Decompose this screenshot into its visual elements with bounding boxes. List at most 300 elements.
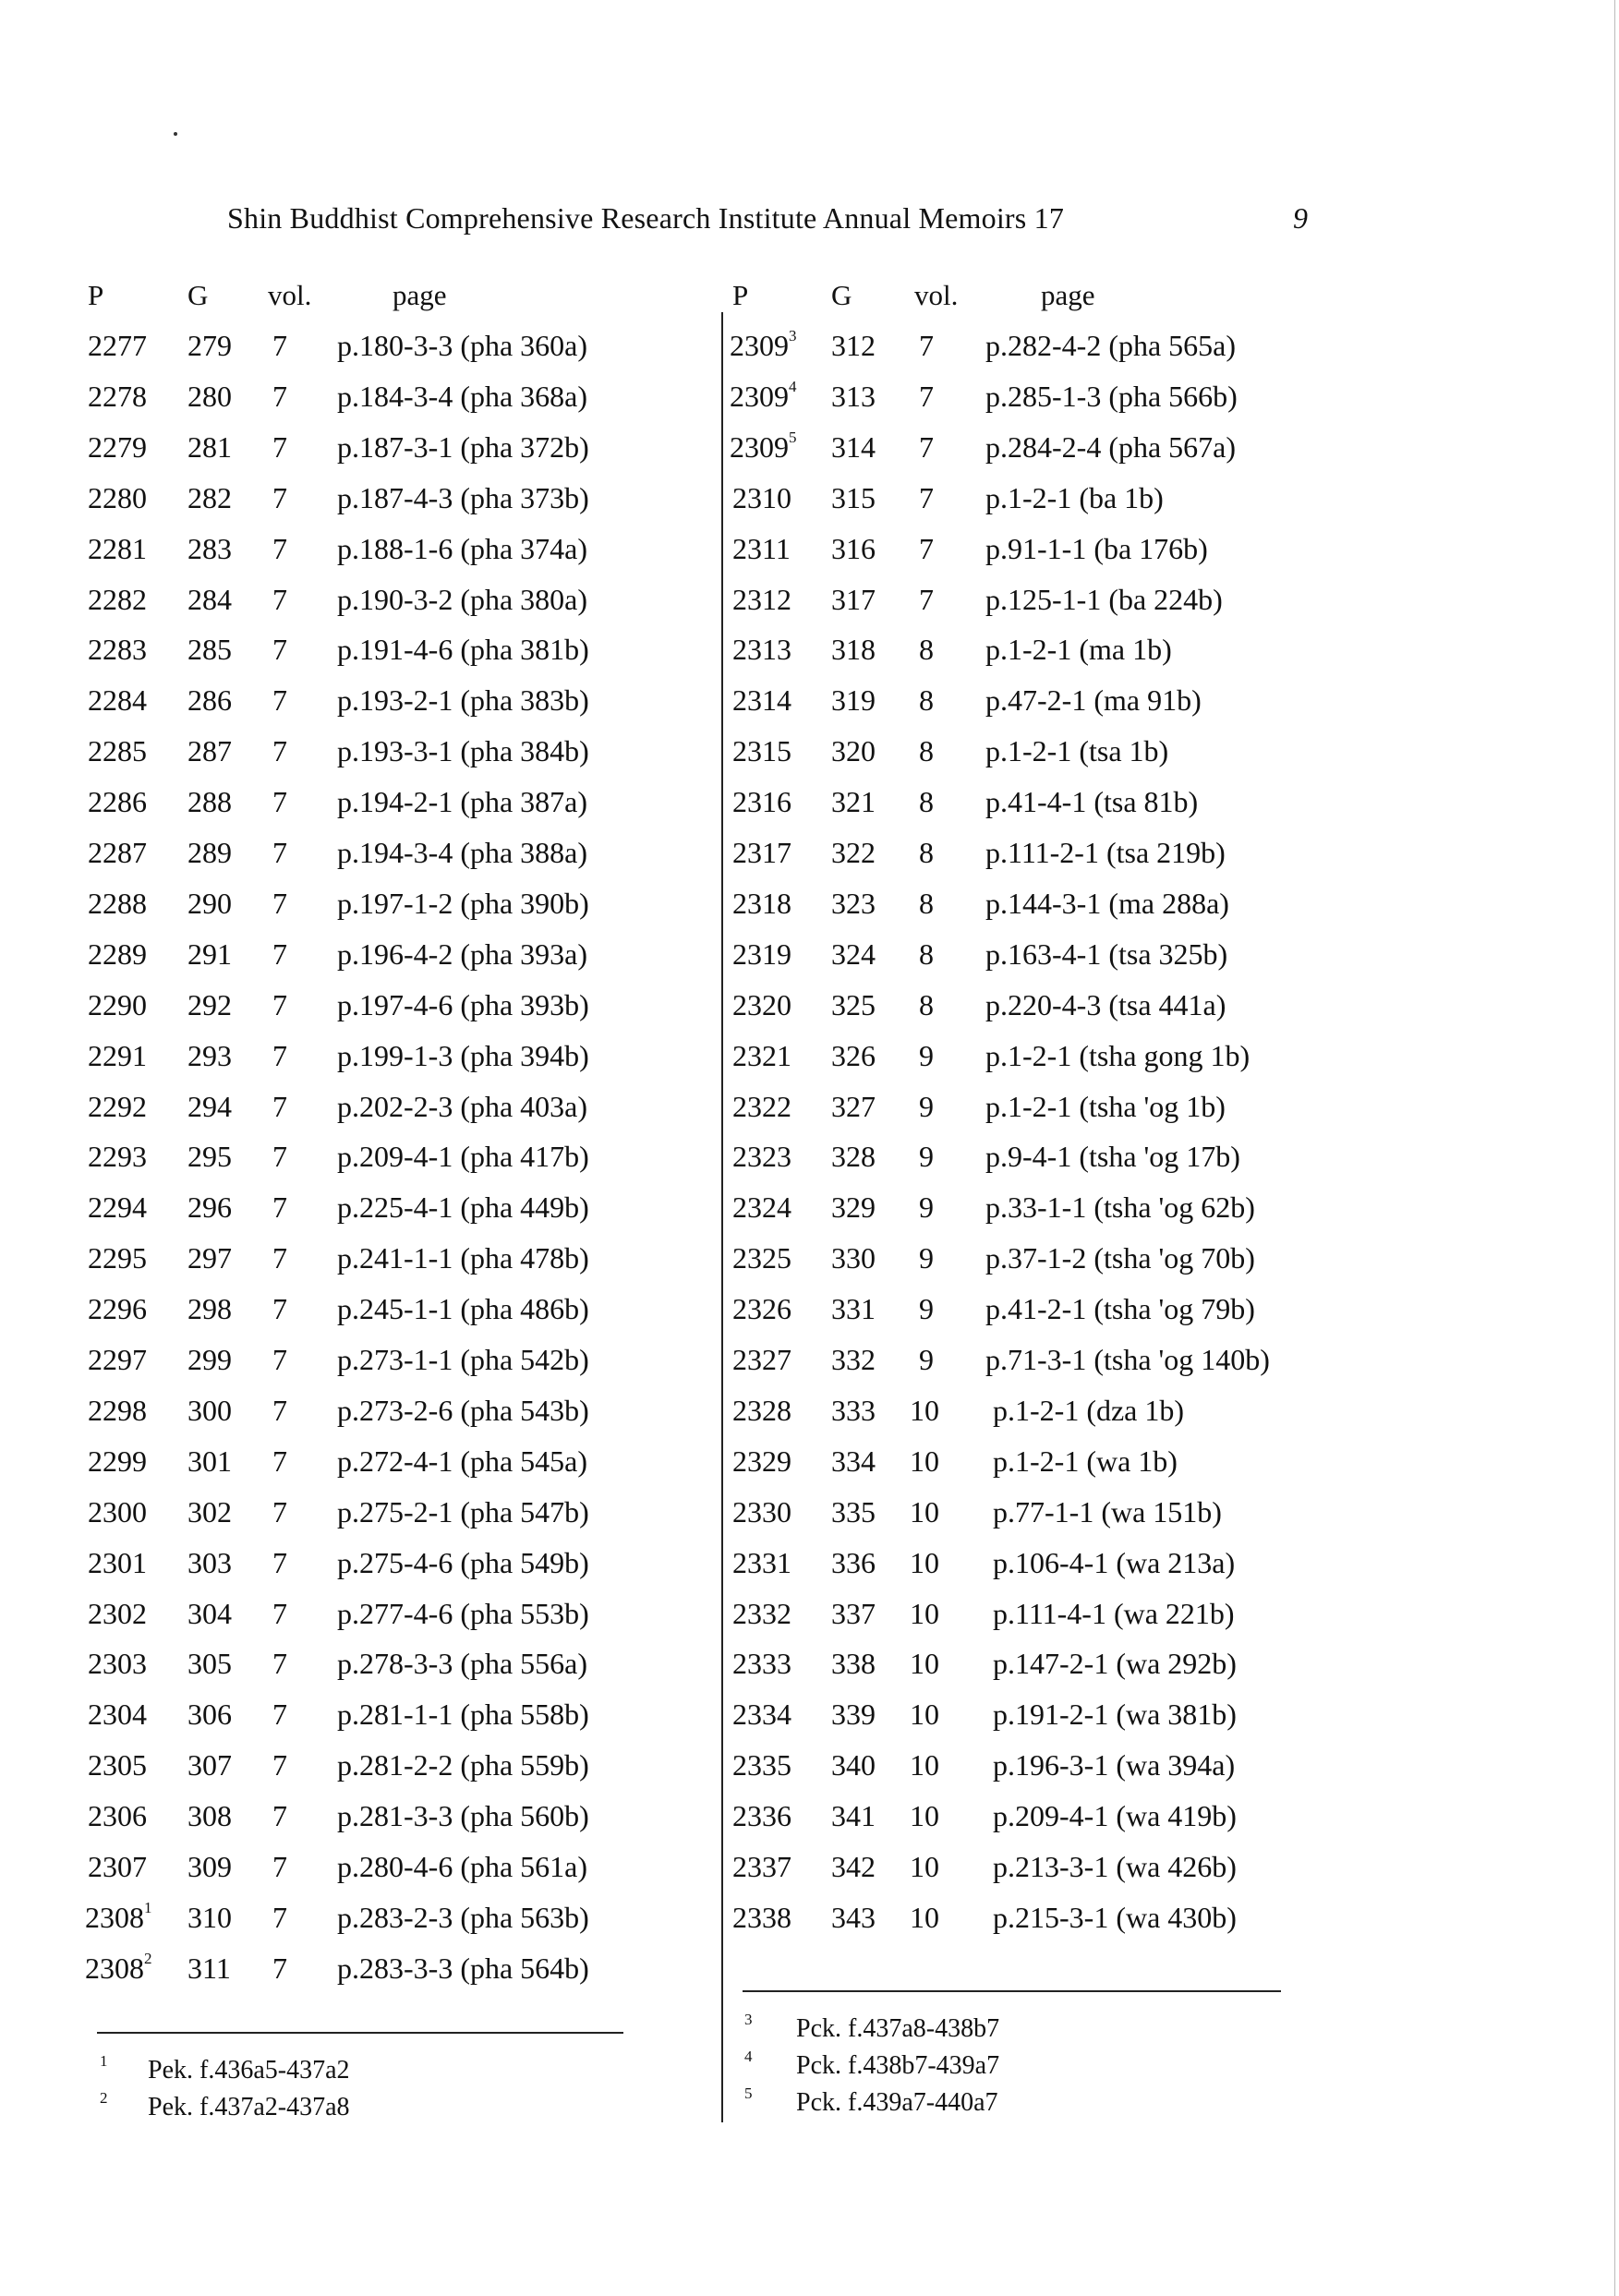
cell-g: 286 <box>187 683 232 718</box>
cell-g: 308 <box>187 1799 232 1833</box>
cell-g: 337 <box>831 1596 876 1630</box>
p-number: 2328 <box>732 1393 791 1427</box>
cell-page: p.284-2-4 (pha 567a) <box>985 429 1237 464</box>
cell-p <box>88 532 147 566</box>
cell-page: p.9-4-1 (tsha 'og 17b) <box>985 1140 1240 1174</box>
cell-g: 319 <box>831 683 876 718</box>
p-number: 2308 <box>85 1951 144 1985</box>
cell-page: p.71-3-1 (tsha 'og 140b) <box>985 1343 1270 1376</box>
cell-vol: 10 <box>910 1799 939 1833</box>
footnote-ref: 2 <box>144 1949 152 1967</box>
footnote-rule-right <box>743 1990 1281 1992</box>
cell-page: p.37-1-2 (tsha 'og 70b) <box>985 1241 1255 1275</box>
cell-p <box>88 836 147 870</box>
cell-page: p.180-3-3 (pha 360a) <box>337 329 588 362</box>
cell-page: p.41-2-1 (tsha 'og 79b) <box>985 1292 1255 1326</box>
cell-p <box>732 1394 791 1428</box>
cell-page: p.281-1-1 (pha 558b) <box>337 1698 589 1732</box>
cell-page: p.277-4-6 (pha 553b) <box>337 1596 589 1630</box>
page-number: 9 <box>1293 201 1308 235</box>
cell-vol: 7 <box>272 987 287 1021</box>
cell-vol: 9 <box>919 1190 934 1225</box>
p-number: 2300 <box>88 1494 147 1529</box>
p-number: 2312 <box>732 582 791 616</box>
cell-p <box>88 785 147 819</box>
cell-page: p.225-4-1 (pha 449b) <box>337 1190 589 1225</box>
cell-vol: 8 <box>919 734 934 768</box>
cell-p <box>732 937 791 972</box>
cell-page: p.106-4-1 (wa 213a) <box>993 1545 1236 1579</box>
cell-vol: 8 <box>919 785 934 819</box>
p-number: 2278 <box>88 379 147 413</box>
p-number: 2316 <box>732 785 791 819</box>
cell-vol: 7 <box>272 1850 287 1883</box>
cell-page: p.196-3-1 (wa 394a) <box>993 1748 1236 1782</box>
cell-g: 302 <box>187 1494 232 1529</box>
running-header: Shin Buddhist Comprehensive Research Institute Annual Memoirs 17 <box>227 201 1065 235</box>
p-number: 2331 <box>732 1545 791 1579</box>
cell-page: p.163-4-1 (tsa 325b) <box>985 937 1228 971</box>
cell-p <box>88 329 147 363</box>
cell-g: 329 <box>831 1190 876 1225</box>
cell-vol: 7 <box>272 1089 287 1123</box>
footnote-mark: 5 <box>744 2085 753 2102</box>
cell-page: p.285-1-3 (pha 566b) <box>985 379 1238 413</box>
p-number: 2292 <box>88 1089 147 1123</box>
cell-page: p.281-3-3 (pha 560b) <box>337 1799 589 1833</box>
cell-page: p.213-3-1 (wa 426b) <box>993 1850 1237 1883</box>
cell-p <box>732 1850 791 1884</box>
p-number: 2338 <box>732 1900 791 1934</box>
cell-p <box>88 1343 147 1377</box>
p-number: 2284 <box>88 683 147 718</box>
cell-vol: 7 <box>272 531 287 565</box>
cell-page: p.111-2-1 (tsa 219b) <box>985 836 1226 869</box>
cell-g: 309 <box>187 1850 232 1883</box>
scan-speck <box>174 132 177 136</box>
cell-p <box>88 430 147 465</box>
cell-vol: 9 <box>919 1343 934 1376</box>
cell-p <box>88 1292 147 1326</box>
cell-page: p.1-2-1 (tsha gong 1b) <box>985 1038 1250 1072</box>
column-header-vol-left: vol. <box>268 279 312 311</box>
cell-page: p.245-1-1 (pha 486b) <box>337 1292 589 1326</box>
cell-p <box>730 329 797 363</box>
column-header-vol-right: vol. <box>914 279 959 311</box>
cell-page: p.278-3-3 (pha 556a) <box>337 1647 588 1681</box>
cell-vol: 7 <box>272 836 287 869</box>
cell-g: 283 <box>187 531 232 565</box>
cell-g: 341 <box>831 1799 876 1833</box>
cell-vol: 10 <box>910 1393 939 1427</box>
p-number: 2321 <box>732 1038 791 1072</box>
column-header-p-right: P <box>732 279 749 311</box>
p-number: 2304 <box>88 1698 147 1732</box>
cell-page: p.202-2-3 (pha 403a) <box>337 1089 588 1123</box>
p-number: 2309 <box>730 329 789 362</box>
cell-vol: 7 <box>919 480 934 514</box>
cell-g: 343 <box>831 1900 876 1934</box>
cell-g: 333 <box>831 1393 876 1427</box>
footnote-text: Pek. f.436a5-437a2 <box>148 2056 350 2085</box>
cell-p <box>85 1949 152 1986</box>
cell-page: p.147-2-1 (wa 292b) <box>993 1647 1237 1681</box>
cell-vol: 7 <box>272 1596 287 1630</box>
cell-vol: 7 <box>272 329 287 362</box>
cell-vol: 7 <box>919 429 934 464</box>
cell-p <box>88 1698 147 1732</box>
cell-vol: 10 <box>910 1698 939 1732</box>
p-number: 2279 <box>88 429 147 464</box>
cell-vol: 10 <box>910 1444 939 1478</box>
cell-g: 311 <box>187 1951 231 1985</box>
cell-g: 303 <box>187 1545 232 1579</box>
cell-vol: 7 <box>919 329 934 362</box>
cell-p <box>88 1850 147 1884</box>
cell-p <box>732 1444 791 1479</box>
cell-g: 334 <box>831 1444 876 1478</box>
cell-page: p.41-4-1 (tsa 81b) <box>985 785 1199 819</box>
p-number: 2319 <box>732 937 791 971</box>
cell-g: 324 <box>831 937 876 971</box>
p-number: 2297 <box>88 1343 147 1376</box>
p-number: 2294 <box>88 1190 147 1225</box>
cell-vol: 7 <box>272 734 287 768</box>
cell-vol: 7 <box>272 379 287 413</box>
cell-page: p.280-4-6 (pha 561a) <box>337 1850 588 1883</box>
cell-page: p.187-4-3 (pha 373b) <box>337 480 589 514</box>
p-number: 2305 <box>88 1748 147 1782</box>
cell-p <box>88 988 147 1022</box>
cell-g: 340 <box>831 1748 876 1782</box>
cell-page: p.1-2-1 (wa 1b) <box>993 1444 1178 1478</box>
cell-vol: 7 <box>272 1444 287 1478</box>
cell-vol: 7 <box>272 1900 287 1934</box>
cell-p <box>732 1597 791 1631</box>
p-number: 2286 <box>88 785 147 819</box>
scan-edge <box>1614 0 1615 2296</box>
cell-vol: 9 <box>919 1038 934 1072</box>
cell-g: 322 <box>831 836 876 869</box>
cell-page: p.282-4-2 (pha 565a) <box>985 329 1237 362</box>
cell-page: p.77-1-1 (wa 151b) <box>993 1494 1222 1529</box>
cell-p <box>732 785 791 819</box>
cell-page: p.283-3-3 (pha 564b) <box>337 1951 589 1985</box>
cell-g: 280 <box>187 379 232 413</box>
cell-vol: 7 <box>272 1140 287 1174</box>
cell-g: 331 <box>831 1292 876 1326</box>
cell-g: 285 <box>187 633 232 667</box>
cell-vol: 9 <box>919 1140 934 1174</box>
cell-g: 335 <box>831 1494 876 1529</box>
cell-vol: 10 <box>910 1647 939 1681</box>
cell-page: p.1-2-1 (ba 1b) <box>985 480 1164 514</box>
p-number: 2306 <box>88 1799 147 1833</box>
cell-g: 321 <box>831 785 876 819</box>
cell-p <box>88 1140 147 1174</box>
footnote-mark: 4 <box>744 2048 753 2065</box>
p-number: 2332 <box>732 1596 791 1630</box>
p-number: 2334 <box>732 1698 791 1732</box>
p-number: 2308 <box>85 1900 144 1934</box>
p-number: 2307 <box>88 1850 147 1883</box>
cell-vol: 8 <box>919 886 934 920</box>
cell-p <box>732 1190 791 1225</box>
cell-p <box>732 532 791 566</box>
cell-p <box>732 1292 791 1326</box>
cell-page: p.196-4-2 (pha 393a) <box>337 937 588 971</box>
cell-page: p.193-3-1 (pha 384b) <box>337 734 589 768</box>
p-number: 2282 <box>88 582 147 616</box>
cell-p <box>732 1546 791 1580</box>
cell-p <box>732 1647 791 1681</box>
cell-vol: 8 <box>919 633 934 667</box>
p-number: 2295 <box>88 1241 147 1275</box>
cell-page: p.188-1-6 (pha 374a) <box>337 531 588 565</box>
p-number: 2298 <box>88 1393 147 1427</box>
column-header-p-left: P <box>88 279 104 311</box>
cell-g: 304 <box>187 1596 232 1630</box>
cell-vol: 10 <box>910 1900 939 1934</box>
cell-p <box>88 1444 147 1479</box>
cell-g: 339 <box>831 1698 876 1732</box>
cell-g: 287 <box>187 734 232 768</box>
cell-p <box>732 1343 791 1377</box>
cell-g: 307 <box>187 1748 232 1782</box>
p-number: 2303 <box>88 1647 147 1681</box>
p-number: 2325 <box>732 1241 791 1275</box>
p-number: 2285 <box>88 734 147 768</box>
cell-vol: 7 <box>272 1748 287 1782</box>
cell-vol: 7 <box>272 683 287 718</box>
p-number: 2335 <box>732 1748 791 1782</box>
cell-page: p.193-2-1 (pha 383b) <box>337 683 589 718</box>
p-number: 2320 <box>732 987 791 1021</box>
cell-page: p.191-4-6 (pha 381b) <box>337 633 589 667</box>
cell-page: p.144-3-1 (ma 288a) <box>985 886 1229 920</box>
cell-p <box>732 836 791 870</box>
cell-vol: 7 <box>272 1545 287 1579</box>
cell-g: 338 <box>831 1647 876 1681</box>
cell-page: p.33-1-1 (tsha 'og 62b) <box>985 1190 1255 1225</box>
footnote-text: Pck. f.437a8-438b7 <box>796 2014 1000 2043</box>
cell-p <box>88 1546 147 1580</box>
column-header-g-right: G <box>831 279 852 311</box>
cell-page: p.215-3-1 (wa 430b) <box>993 1900 1237 1934</box>
cell-p <box>732 1495 791 1529</box>
cell-g: 312 <box>831 329 876 362</box>
cell-g: 300 <box>187 1393 232 1427</box>
p-number: 2302 <box>88 1596 147 1630</box>
cell-page: p.283-2-3 (pha 563b) <box>337 1900 589 1934</box>
cell-vol: 7 <box>272 1698 287 1732</box>
p-number: 2314 <box>732 683 791 718</box>
cell-p <box>732 683 791 718</box>
column-header-page-left: page <box>393 279 447 311</box>
column-header-g-left: G <box>187 279 209 311</box>
cell-p <box>732 1039 791 1073</box>
cell-g: 281 <box>187 429 232 464</box>
footnote-mark: 3 <box>744 2011 753 2028</box>
cell-vol: 7 <box>272 1343 287 1376</box>
p-number: 2318 <box>732 886 791 920</box>
p-number: 2337 <box>732 1850 791 1883</box>
cell-page: p.197-4-6 (pha 393b) <box>337 987 589 1021</box>
cell-p <box>88 1748 147 1782</box>
p-number: 2324 <box>732 1190 791 1225</box>
cell-g: 293 <box>187 1038 232 1072</box>
cell-p <box>88 937 147 972</box>
cell-vol: 7 <box>272 1647 287 1681</box>
cell-g: 306 <box>187 1698 232 1732</box>
cell-g: 330 <box>831 1241 876 1275</box>
cell-p <box>88 1394 147 1428</box>
cell-p <box>88 633 147 667</box>
cell-g: 315 <box>831 480 876 514</box>
cell-p <box>88 1090 147 1124</box>
cell-page: p.1-2-1 (tsa 1b) <box>985 734 1169 768</box>
cell-vol: 7 <box>272 1038 287 1072</box>
cell-vol: 7 <box>272 937 287 971</box>
cell-g: 313 <box>831 379 876 413</box>
cell-g: 282 <box>187 480 232 514</box>
cell-g: 336 <box>831 1545 876 1579</box>
cell-vol: 7 <box>919 379 934 413</box>
p-number: 2299 <box>88 1444 147 1478</box>
cell-page: p.194-2-1 (pha 387a) <box>337 785 588 819</box>
p-number: 2327 <box>732 1343 791 1376</box>
cell-vol: 10 <box>910 1748 939 1782</box>
cell-p <box>730 430 797 465</box>
cell-vol: 7 <box>272 1190 287 1225</box>
cell-vol: 7 <box>272 1951 287 1985</box>
cell-vol: 7 <box>272 1393 287 1427</box>
cell-g: 305 <box>187 1647 232 1681</box>
cell-g: 332 <box>831 1343 876 1376</box>
footnote-mark: 1 <box>100 2052 108 2070</box>
cell-g: 292 <box>187 987 232 1021</box>
cell-p <box>88 1597 147 1631</box>
footnote-ref: 5 <box>789 428 797 446</box>
p-number: 2310 <box>732 480 791 514</box>
cell-p <box>88 1799 147 1833</box>
p-number: 2289 <box>88 937 147 971</box>
cell-page: p.273-2-6 (pha 543b) <box>337 1393 589 1427</box>
cell-g: 294 <box>187 1089 232 1123</box>
column-header-page-right: page <box>1041 279 1095 311</box>
cell-p <box>732 1901 791 1935</box>
cell-vol: 7 <box>272 1292 287 1326</box>
cell-p <box>732 1090 791 1124</box>
cell-g: 284 <box>187 582 232 616</box>
footnote-mark: 2 <box>100 2089 108 2107</box>
p-number: 2322 <box>732 1089 791 1123</box>
cell-p <box>732 1241 791 1275</box>
cell-vol: 7 <box>272 1799 287 1833</box>
cell-g: 298 <box>187 1292 232 1326</box>
cell-page: p.125-1-1 (ba 224b) <box>985 582 1223 616</box>
footnote-ref: 1 <box>144 1898 152 1916</box>
cell-g: 342 <box>831 1850 876 1883</box>
cell-p <box>730 377 797 414</box>
cell-page: p.184-3-4 (pha 368a) <box>337 379 588 413</box>
footnote-ref: 3 <box>789 327 797 344</box>
cell-vol: 10 <box>910 1494 939 1529</box>
cell-p <box>88 1190 147 1225</box>
footnote-text: Pck. f.438b7-439a7 <box>796 2051 1000 2080</box>
cell-g: 320 <box>831 734 876 768</box>
cell-p <box>88 887 147 921</box>
cell-page: p.281-2-2 (pha 559b) <box>337 1748 589 1782</box>
cell-page: p.190-3-2 (pha 380a) <box>337 582 588 616</box>
cell-vol: 10 <box>910 1850 939 1883</box>
cell-p <box>85 1898 152 1935</box>
cell-g: 296 <box>187 1190 232 1225</box>
p-number: 2288 <box>88 886 147 920</box>
cell-vol: 7 <box>272 1241 287 1275</box>
p-number: 2323 <box>732 1140 791 1174</box>
cell-p <box>88 1647 147 1681</box>
cell-g: 291 <box>187 937 232 971</box>
cell-g: 323 <box>831 886 876 920</box>
cell-page: p.209-4-1 (wa 419b) <box>993 1799 1237 1833</box>
p-number: 2309 <box>730 429 789 464</box>
cell-page: p.220-4-3 (tsa 441a) <box>985 987 1226 1021</box>
cell-g: 327 <box>831 1089 876 1123</box>
p-number: 2309 <box>730 379 789 413</box>
p-number: 2277 <box>88 329 147 362</box>
cell-vol: 10 <box>910 1545 939 1579</box>
p-number: 2281 <box>88 531 147 565</box>
cell-vol: 7 <box>272 785 287 819</box>
cell-p <box>732 1748 791 1782</box>
cell-vol: 7 <box>272 886 287 920</box>
cell-p <box>732 1140 791 1174</box>
p-number: 2326 <box>732 1292 791 1326</box>
p-number: 2313 <box>732 633 791 667</box>
cell-page: p.275-4-6 (pha 549b) <box>337 1545 589 1579</box>
cell-g: 289 <box>187 836 232 869</box>
cell-vol: 9 <box>919 1241 934 1275</box>
cell-vol: 8 <box>919 937 934 971</box>
p-number: 2287 <box>88 836 147 869</box>
cell-page: p.111-4-1 (wa 221b) <box>993 1596 1235 1630</box>
footnote-text: Pck. f.439a7-440a7 <box>796 2088 998 2117</box>
p-number: 2293 <box>88 1140 147 1174</box>
cell-p <box>88 1495 147 1529</box>
cell-page: p.197-1-2 (pha 390b) <box>337 886 589 920</box>
p-number: 2336 <box>732 1799 791 1833</box>
cell-page: p.273-1-1 (pha 542b) <box>337 1343 589 1376</box>
cell-g: 326 <box>831 1038 876 1072</box>
p-number: 2315 <box>732 734 791 768</box>
cell-p <box>88 1241 147 1275</box>
cell-p <box>88 683 147 718</box>
cell-p <box>732 1698 791 1732</box>
cell-vol: 7 <box>919 582 934 616</box>
cell-vol: 7 <box>272 633 287 667</box>
cell-g: 316 <box>831 531 876 565</box>
cell-g: 295 <box>187 1140 232 1174</box>
cell-g: 317 <box>831 582 876 616</box>
cell-page: p.1-2-1 (tsha 'og 1b) <box>985 1089 1226 1123</box>
cell-page: p.1-2-1 (ma 1b) <box>985 633 1172 667</box>
p-number: 2330 <box>732 1494 791 1529</box>
cell-page: p.275-2-1 (pha 547b) <box>337 1494 589 1529</box>
footnote-ref: 4 <box>789 377 797 395</box>
p-number: 2280 <box>88 480 147 514</box>
cell-vol: 9 <box>919 1089 934 1123</box>
